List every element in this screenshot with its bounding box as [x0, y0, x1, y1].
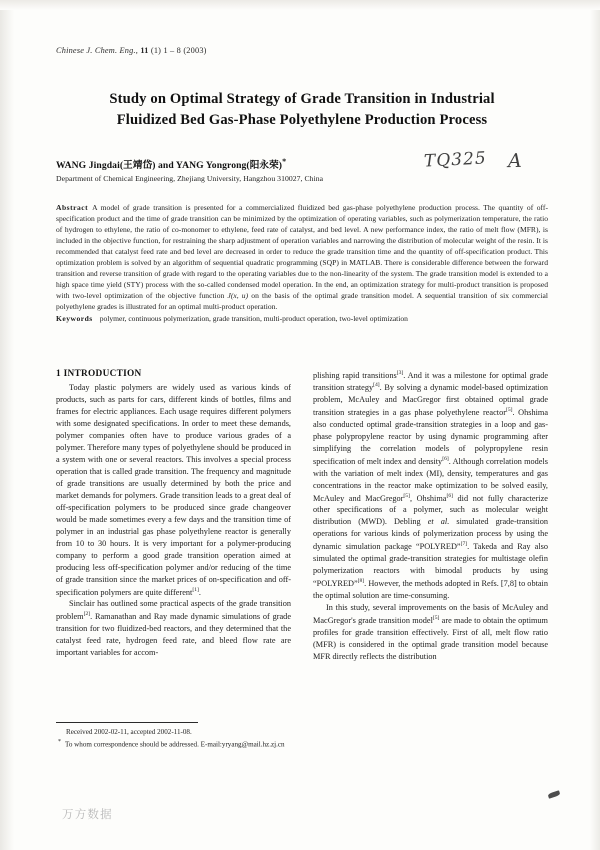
paragraph-text: did not fully characterize other specifications of a polymer, such as molecular weight distribution (MWD). Debling: [313, 493, 548, 527]
paragraph-text-tail: are made to obtain the optimum profiles for grade transition effectively. First of all, melt flow ratio (MFR) is considered in the optimal grade transition model because MFR directly reflects the distribution: [313, 615, 548, 661]
abstract-block: [56, 202, 548, 313]
citation-ref: [3]: [396, 369, 404, 376]
scan-edge-left: [0, 0, 14, 850]
keywords-text: polymer, continuous polymerization, grade transition, multi-product operation, two-level optimization: [99, 314, 408, 324]
citation-ref: [2]: [83, 611, 91, 618]
abstract-math-inline: J(x, u): [227, 291, 249, 301]
scan-edge-right: [590, 0, 600, 850]
paragraph-text: , Ohshima: [409, 493, 447, 503]
paragraph-text: . By solving a dynamic model-based optimization problem, McAuley and MacGregor first obtained optimal grade transition strategies in a gas phase polyethylene reactor: [313, 383, 549, 417]
page-content: [56, 46, 548, 663]
scan-corner-mark: [548, 790, 561, 798]
paragraph-text: . Ohshima also conducted optimal grade-transition strategies in a loop and gas-phase polypropylene reactor by using dynamic programming after simplifying the correlation models of polypropylene resin specification of melt index and density: [313, 407, 548, 466]
paragraph-text-tail: . However, the methods adopted in Refs. [7,8] to obtain the optimal solution are time-consuming.: [313, 578, 548, 600]
paragraph: [56, 382, 291, 599]
citation-ref: [1]: [192, 586, 199, 593]
latin-abbreviation: et al.: [427, 517, 450, 527]
paragraph-text: . Takeda and Ray also simulated the optimal grade-transition strategies for multistage olefin polymerization reactors with bimodal products by using “POLYRED”: [313, 542, 548, 588]
title-line-1: Study on Optimal Strategy of Grade Transition in Industrial: [109, 91, 495, 107]
paragraph: [56, 598, 291, 659]
footnote-received-line: Received 2002-02-11, accepted 2002-11-08.: [66, 728, 192, 736]
citation-ref: [5]: [403, 492, 410, 499]
left-column-text: [56, 382, 291, 660]
abstract-text: A model of grade transition is presented for a commercialized fluidized bed gas-phase polyethylene production process. The quantity of off-specification product and the time of grade transition can be minimized by the optimization of operating variables, such as polymerization temperature, the ratio of hydrogen to ethylene, the ratio of co-monomer to ethylene, feed rate of catalyst, and bed level. A new performance index, the ratio of melt flow (MFR), is included in the objective function, for restraining the sharp adjustment of operation variables and narrowing the distribution of molecular weight of the resin. It is recommended that catalyst feed rate and bed level are decreased in order to reduce the grade transition time and the quantity of off-specification product. This optimization problem is solved by an algorithm of sequential quadratic programming (SQP) in MATLAB. There is considerable difference between the forward transition and reverse transition of grade with regard to the operating variables due to the non-linearity of the system. The grade transition model is extended to a high space time yield (STY) process with the so-called condensed model operation. In the end, an optimization strategy for multi-product transition is proposed with two-level optimization of the objective function: [56, 202, 548, 301]
footnote-star-marker: *: [58, 738, 61, 745]
paragraph: [313, 602, 548, 663]
paragraph-text: In this study, several improvements on the basis of McAuley and MacGregor's grade transition model: [313, 602, 548, 625]
abstract-text-tail: on the basis of the optimal grade transition model. A sequential transition of six commercial polyethylene grades is illustrated for an optimal multi-product operation.: [56, 291, 548, 312]
paragraph-text: simulated grade-transition operations for various kinds of polymerization process by using the dynamic simulation package “POLYRED”: [313, 517, 548, 552]
journal-volume: 11: [140, 46, 149, 55]
footnote-correspondence-line: [56, 738, 356, 750]
footnote-correspondence-text: To whom correspondence should be addressed. E-mail:yryang@mail.hz.zj.cn: [65, 740, 285, 748]
section-heading-introduction: 1 INTRODUCTION: [56, 368, 142, 379]
paragraph-text: Today plastic polymers are widely used as various kinds of products, such as parts for cars, different kinds of bottles, films and frames for electric appliances. Each usage requires different polymers with some designated specifications. In order to meet these demands, polymer companies often have to produce various grades of a polymer. Therefore many types of polyethylene should be produced in a system with one or several reactors. This involves a special process operation that is called grade transition. The frequency and magnitude of grade transitions are usually determined by both the price and market demands for polymers. Grade transition leads to a great deal of off-specification polymers to be produced since grade changeover would be made sometimes every a few days and the transition time of polymer in an industrial gas phase polyethylene reactor is generally from 10 to 30 hours. It is very important for a polymer-producing company to perform a good grade transition operation aimed at producing less off-specification polymer and/or reducing of the time of grade transition since the market prices of on-specification and off-specification polymers are quite different: [56, 382, 291, 597]
scan-edge-top: [0, 0, 600, 10]
citation-ref: [6]: [446, 492, 453, 499]
paragraph-text: plishing rapid transitions: [313, 370, 397, 380]
paragraph-text-tail: .: [198, 587, 201, 597]
author-affiliation: Department of Chemical Engineering, Zhejiang University, Hangzhou 310027, China: [56, 173, 324, 183]
left-column: [56, 369, 291, 663]
paragraph-text: . And it was a milestone for optimal grade transition strategy: [313, 370, 548, 393]
paragraph: [313, 369, 548, 602]
footnote-divider: [56, 722, 198, 723]
footnote-block: [56, 722, 356, 750]
page-title: [56, 89, 548, 131]
journal-pages: 1 – 8: [163, 46, 182, 55]
title-line-2: Fluidized Bed Gas-Phase Polyethylene Production Process: [116, 112, 488, 129]
body-columns: [56, 369, 548, 663]
corresponding-author-marker: *: [282, 157, 287, 167]
paragraph-text-tail: . Ramanathan and Ray made dynamic simulations of grade transition for two fluidized-bed reactors, and they determined that the catalyst feed rate, hydrogen feed rate, and bleed flow rate are important variables for accom-: [56, 612, 291, 658]
right-column: [313, 369, 548, 663]
keywords-label: Keywords: [56, 314, 93, 324]
citation-ref: [6]: [442, 455, 449, 462]
abstract-label: Abstract: [56, 202, 89, 212]
keywords-block: [56, 313, 548, 324]
citation-ref: [8]: [357, 578, 365, 585]
journal-name: Chinese J. Chem. Eng.: [56, 46, 136, 55]
authors-block: [56, 148, 548, 183]
paragraph-text: Sinclair has outlined some practical aspects of the grade transition problem: [56, 599, 291, 622]
right-column-text: [313, 369, 548, 663]
citation-ref: [7]: [460, 541, 468, 548]
journal-issue: (1): [150, 46, 162, 55]
wanfang-data-watermark: 万方数据: [62, 807, 113, 821]
citation-ref: [5]: [432, 614, 440, 621]
journal-reference-line: Chinese J. Chem. Eng., 11 (1) 1 – 8 (2003): [56, 46, 207, 55]
citation-ref: [4]: [373, 382, 380, 389]
handwritten-document-type: A: [507, 150, 523, 173]
handwritten-classification-code: TQ325: [423, 148, 488, 172]
paragraph-text: . Although correlation models with the variation of melt index (MI), density, temperatures and gas concentrations in the reactor make optimization to be solved easily, McAuley and MacGregor: [313, 456, 548, 503]
author-names: WANG Jingdai(王靖岱) and YANG Yongrong(阳永荣): [56, 160, 283, 172]
journal-year: (2003): [183, 46, 207, 55]
citation-ref: [5]: [505, 407, 513, 414]
